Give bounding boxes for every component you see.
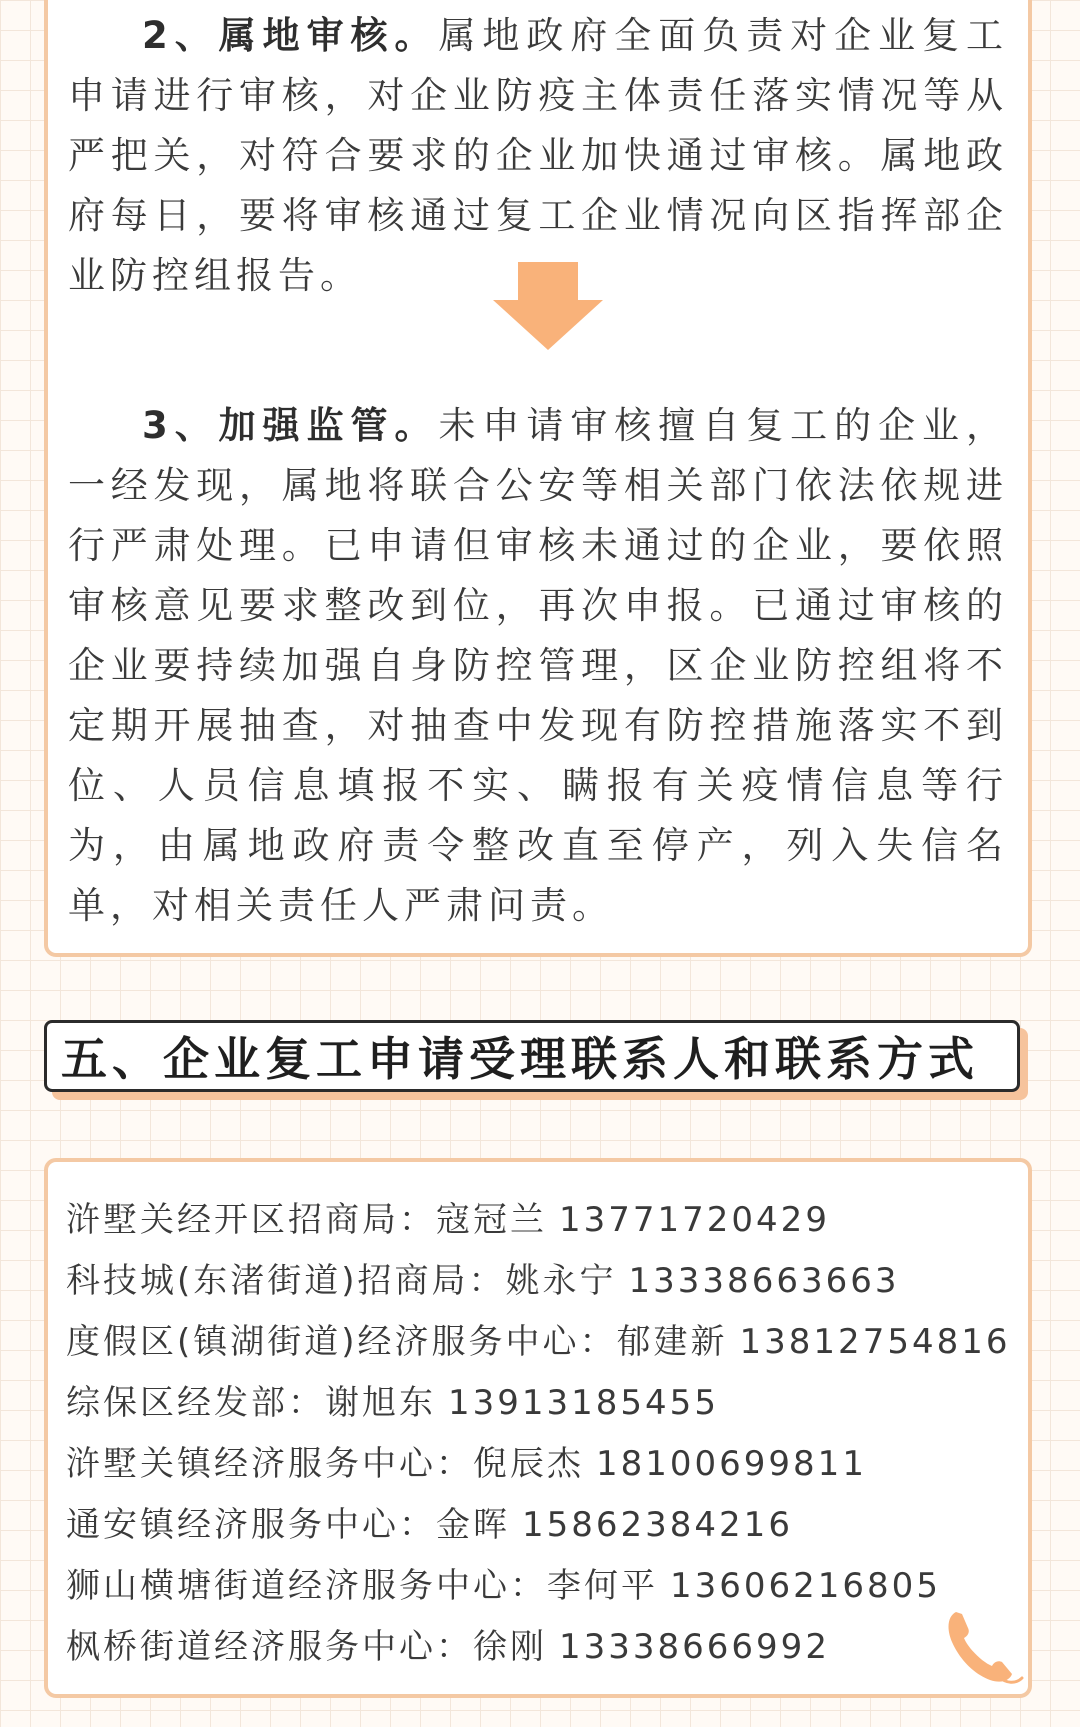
- section-heading: [44, 1020, 1028, 1100]
- contact-phone: 13338663663: [628, 1261, 900, 1301]
- step-2-paragraph: [68, 6, 1008, 306]
- contact-phone: 13338666992: [559, 1627, 830, 1667]
- step-3-paragraph: [68, 396, 1008, 936]
- contact-row: [66, 1617, 1010, 1678]
- contact-label: 通安镇经济服务中心：金晖: [66, 1505, 510, 1545]
- contact-label: 浒墅关经开区招商局：寇冠兰: [66, 1200, 547, 1240]
- section-heading-box: [44, 1020, 1020, 1092]
- contact-phone: 18100699811: [596, 1444, 867, 1484]
- telephone-icon: [938, 1602, 1026, 1690]
- step-3-heading: 3、加强监管。: [142, 404, 439, 447]
- step-2-heading: 2、属地审核。: [142, 14, 439, 57]
- contact-row: [66, 1190, 1010, 1251]
- contact-row: [66, 1556, 1010, 1617]
- contact-phone: 13771720429: [559, 1200, 830, 1240]
- contact-row: [66, 1251, 1010, 1312]
- contact-list: [66, 1190, 1010, 1678]
- section-title: 五、企业复工申请受理联系人和联系方式: [61, 1032, 979, 1086]
- contact-label: 科技城(东渚街道)招商局：姚永宁: [66, 1261, 617, 1301]
- contact-phone: 13913185455: [448, 1383, 719, 1423]
- step-2-body: 属地政府全面负责对企业复工申请进行审核，对企业防疫主体责任落实情况等从严把关，对符合要求的企业加快通过审核。属地政府每日，要将审核通过复工企业情况向区指挥部企业防控组报告。: [68, 14, 1008, 297]
- contact-label: 枫桥街道经济服务中心：徐刚: [66, 1627, 547, 1667]
- step-3-body: 未申请审核擅自复工的企业，一经发现，属地将联合公安等相关部门依法依规进行严肃处理。已申请但审核未通过的企业，要依照审核意见要求整改到位，再次申报。已通过审核的企业要持续加强自身防控管理，区企业防控组将不定期开展抽查，对抽查中发现有防控措施落实不到位、人员信息填报不实、瞒报有关疫情信息等行为，由属地政府责令整改直至停产，列入失信名单，对相关责任人严肃问责。: [68, 404, 1008, 927]
- down-arrow-icon: [488, 262, 608, 352]
- contact-label: 狮山横塘街道经济服务中心：李何平: [66, 1566, 658, 1606]
- contact-row: [66, 1312, 1010, 1373]
- process-steps-card: [44, 0, 1032, 957]
- contact-row: [66, 1495, 1010, 1556]
- contact-label: 综保区经发部：谢旭东: [66, 1383, 436, 1423]
- contacts-card: [44, 1158, 1032, 1698]
- contact-phone: 15862384216: [522, 1505, 793, 1545]
- contact-row: [66, 1434, 1010, 1495]
- contact-label: 度假区(镇湖街道)经济服务中心：郁建新: [66, 1322, 728, 1362]
- contact-phone: 13606216805: [670, 1566, 941, 1606]
- contact-row: [66, 1373, 1010, 1434]
- contact-phone: 13812754816: [739, 1322, 1011, 1362]
- contact-label: 浒墅关镇经济服务中心：倪辰杰: [66, 1444, 584, 1484]
